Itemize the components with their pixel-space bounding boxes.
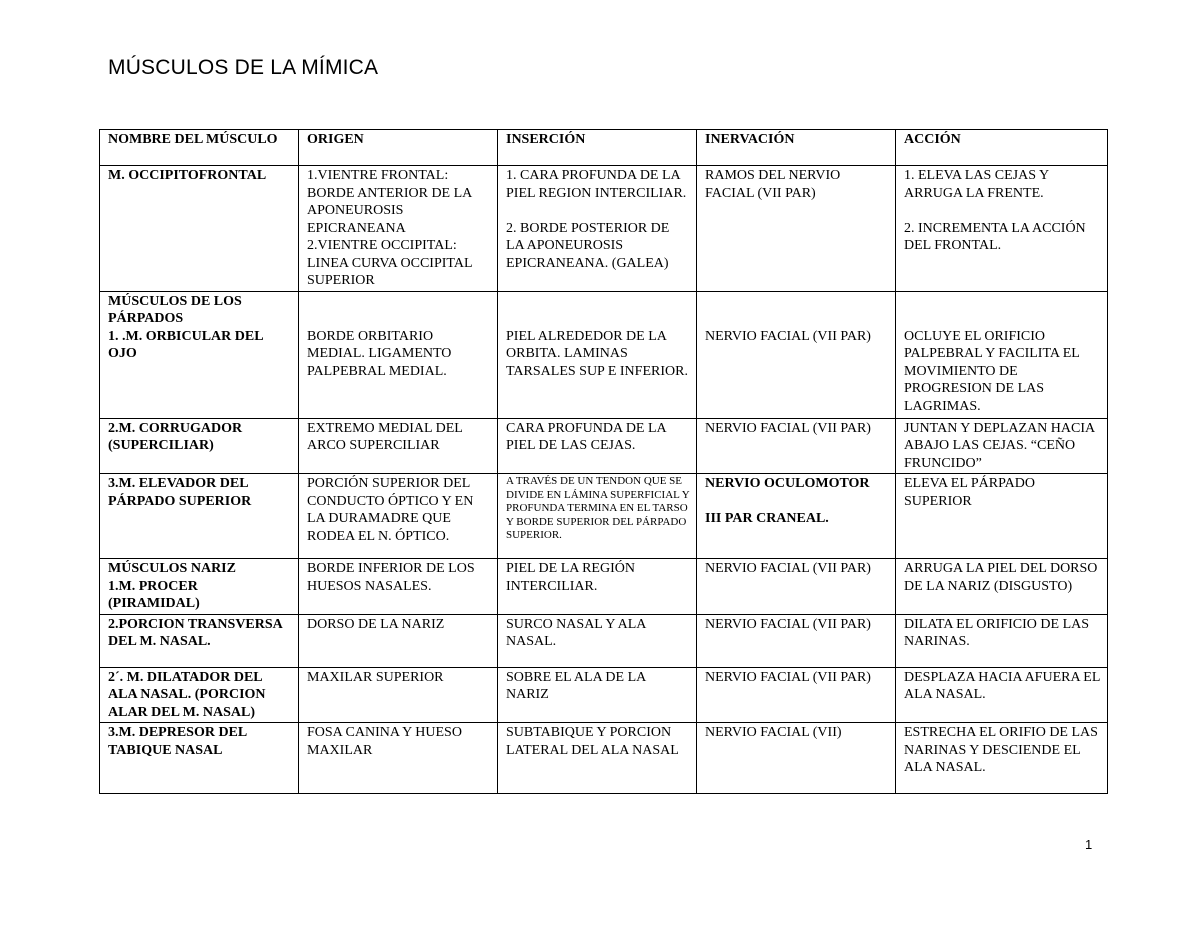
origin-text: 2.VIENTRE OCCIPITAL: LINEA CURVA OCCIPITAL SUPERIOR: [307, 238, 472, 288]
muscle-name: 2´. M. DILATADOR DEL ALA NASAL. (PORCION ALAR DEL M. NASAL): [108, 669, 266, 720]
paragraph-spacer: [904, 310, 1101, 328]
muscle-name-cell: [100, 474, 299, 559]
insertion-cell: [498, 166, 697, 292]
header-accion: ACCIÓN: [896, 130, 1108, 166]
origin-cell: [299, 418, 498, 474]
muscle-name-cell: [100, 667, 299, 723]
origin-cell: [299, 614, 498, 667]
innervation-cell: [697, 723, 896, 794]
innervation-cell: [697, 166, 896, 292]
innervation-text: NERVIO FACIAL (VII): [705, 725, 842, 740]
muscle-name-cell: [100, 614, 299, 667]
table-row: [100, 418, 1108, 474]
table-row: [100, 474, 1108, 559]
origin-text: FOSA CANINA Y HUESO MAXILAR: [307, 725, 462, 758]
origin-cell: [299, 474, 498, 559]
muscle-name: 3.M. DEPRESOR DEL TABIQUE NASAL: [108, 725, 247, 758]
muscle-name-cell: [100, 166, 299, 292]
innervation-cell: [697, 418, 896, 474]
insertion-cell: [498, 418, 697, 474]
action-cell: [896, 614, 1108, 667]
paragraph-spacer: [506, 202, 690, 220]
innervation-text: NERVIO OCULOMOTOR: [705, 476, 870, 491]
insertion-text: CARA PROFUNDA DE LA PIEL DE LAS CEJAS.: [506, 420, 666, 453]
origin-text: 1.VIENTRE FRONTAL: BORDE ANTERIOR DE LA APONEUROSIS EPICRANEANA: [307, 168, 472, 236]
paragraph-spacer: [705, 293, 889, 311]
innervation-cell: [697, 614, 896, 667]
origin-cell: [299, 166, 498, 292]
muscle-name: 2.PORCION TRANSVERSA DEL M. NASAL.: [108, 616, 282, 649]
page-title: MÚSCULOS DE LA MÍMICA: [108, 56, 379, 79]
origin-cell: [299, 667, 498, 723]
action-text: ARRUGA LA PIEL DEL DORSO DE LA NARIZ (DISGUSTO): [904, 561, 1098, 594]
insertion-text: A TRAVÉS DE UN TENDON QUE SE DIVIDE EN LÁMINA SUPERFICIAL Y PROFUNDA TERMINA EN EL TARSO Y BORDE SUPERIOR DEL PÁRPADO SUPERIOR.: [506, 475, 690, 541]
insertion-text: PIEL ALREDEDOR DE LA ORBITA. LAMINAS TARSALES SUP E INFERIOR.: [506, 328, 688, 379]
action-text: JUNTAN Y DEPLAZAN HACIA ABAJO LAS CEJAS. “CEÑO FRUNCIDO”: [904, 420, 1095, 471]
origin-cell: [299, 723, 498, 794]
insertion-cell: [498, 291, 697, 418]
muscle-name: 1. .M. ORBICULAR DEL OJO: [108, 328, 263, 361]
action-cell: [896, 667, 1108, 723]
muscle-name: 1.M. PROCER (PIRAMIDAL): [108, 578, 200, 611]
insertion-cell: [498, 667, 697, 723]
table-row: [100, 291, 1108, 418]
muscle-name: 2.M. CORRUGADOR (SUPERCILIAR): [108, 420, 243, 453]
origin-text: PORCIÓN SUPERIOR DEL CONDUCTO ÓPTICO Y EN LA DURAMADRE QUE RODEA EL N. ÓPTICO.: [307, 476, 474, 544]
muscle-name-cell: [100, 559, 299, 615]
innervation-cell: [697, 667, 896, 723]
table-row: [100, 559, 1108, 615]
table-row: [100, 166, 1108, 292]
header-inervacion: INERVACIÓN: [697, 130, 896, 166]
paragraph-spacer: [705, 310, 889, 328]
paragraph-spacer: [904, 293, 1101, 311]
insertion-text: 2. BORDE POSTERIOR DE LA APONEUROSIS EPICRANEANA. (GALEA): [506, 220, 670, 271]
paragraph-spacer: [506, 310, 690, 328]
origin-cell: [299, 559, 498, 615]
insertion-text: SURCO NASAL Y ALA NASAL.: [506, 616, 646, 649]
header-nombre: NOMBRE DEL MÚSCULO: [100, 130, 299, 166]
insertion-text: SOBRE EL ALA DE LA NARIZ: [506, 669, 646, 702]
header-insercion: INSERCIÓN: [498, 130, 697, 166]
insertion-cell: [498, 723, 697, 794]
insertion-text: PIEL DE LA REGIÓN INTERCILIAR.: [506, 561, 635, 594]
muscle-name: 3.M. ELEVADOR DEL PÁRPADO SUPERIOR: [108, 476, 252, 509]
table-row: [100, 667, 1108, 723]
table-row: [100, 723, 1108, 794]
origin-text: MAXILAR SUPERIOR: [307, 669, 444, 685]
muscle-name-cell: [100, 418, 299, 474]
paragraph-spacer: [307, 310, 491, 328]
innervation-text: NERVIO FACIAL (VII PAR): [705, 616, 871, 632]
innervation-cell: [697, 474, 896, 559]
paragraph-spacer: [904, 202, 1101, 220]
action-cell: [896, 166, 1108, 292]
innervation-text: NERVIO FACIAL (VII PAR): [705, 669, 871, 685]
paragraph-spacer: [705, 493, 889, 511]
paragraph-spacer: [506, 293, 690, 311]
action-text: ELEVA EL PÁRPADO SUPERIOR: [904, 476, 1035, 509]
action-text: 1. ELEVA LAS CEJAS Y ARRUGA LA FRENTE.: [904, 168, 1049, 201]
action-cell: [896, 559, 1108, 615]
origin-text: EXTREMO MEDIAL DEL ARCO SUPERCILIAR: [307, 420, 463, 453]
action-text: ESTRECHA EL ORIFIO DE LAS NARINAS Y DESCIENDE EL ALA NASAL.: [904, 725, 1098, 775]
action-text: 2. INCREMENTA LA ACCIÓN DEL FRONTAL.: [904, 220, 1086, 253]
innervation-text: NERVIO FACIAL (VII PAR): [705, 328, 871, 344]
insertion-cell: [498, 559, 697, 615]
muscles-table: [99, 129, 1108, 794]
muscle-name-cell: [100, 723, 299, 794]
action-cell: [896, 723, 1108, 794]
innervation-text: III PAR CRANEAL.: [705, 511, 829, 526]
innervation-text: NERVIO FACIAL (VII PAR): [705, 561, 871, 576]
page-number: 1: [1085, 837, 1093, 852]
insertion-cell: [498, 614, 697, 667]
action-text: OCLUYE EL ORIFICIO PALPEBRAL Y FACILITA EL MOVIMIENTO DE PROGRESION DE LAS LAGRIMAS.: [904, 328, 1080, 414]
action-text: DILATA EL ORIFICIO DE LAS NARINAS.: [904, 616, 1090, 649]
header-origen: ORIGEN: [299, 130, 498, 166]
insertion-text: 1. CARA PROFUNDA DE LA PIEL REGION INTERCILIAR.: [506, 168, 687, 201]
action-cell: [896, 418, 1108, 474]
insertion-cell: [498, 474, 697, 559]
muscle-name-cell: [100, 291, 299, 418]
paragraph-spacer: [307, 293, 491, 311]
muscle-group-label: MÚSCULOS NARIZ: [108, 561, 236, 576]
table-header-row: [100, 130, 1108, 166]
muscle-group-label: MÚSCULOS DE LOS PÁRPADOS: [108, 293, 242, 326]
table-row: [100, 614, 1108, 667]
innervation-cell: [697, 291, 896, 418]
origin-cell: [299, 291, 498, 418]
origin-text: BORDE ORBITARIO MEDIAL. LIGAMENTO PALPEBRAL MEDIAL.: [307, 328, 452, 379]
action-text: DESPLAZA HACIA AFUERA EL ALA NASAL.: [904, 669, 1100, 702]
muscle-name: M. OCCIPITOFRONTAL: [108, 168, 267, 183]
action-cell: [896, 291, 1108, 418]
insertion-text: SUBTABIQUE Y PORCION LATERAL DEL ALA NASAL: [506, 725, 679, 758]
action-cell: [896, 474, 1108, 559]
origin-text: BORDE INFERIOR DE LOS HUESOS NASALES.: [307, 561, 475, 594]
innervation-text: NERVIO FACIAL (VII PAR): [705, 420, 871, 436]
innervation-text: RAMOS DEL NERVIO FACIAL (VII PAR): [705, 168, 841, 201]
origin-text: DORSO DE LA NARIZ: [307, 616, 445, 632]
innervation-cell: [697, 559, 896, 615]
